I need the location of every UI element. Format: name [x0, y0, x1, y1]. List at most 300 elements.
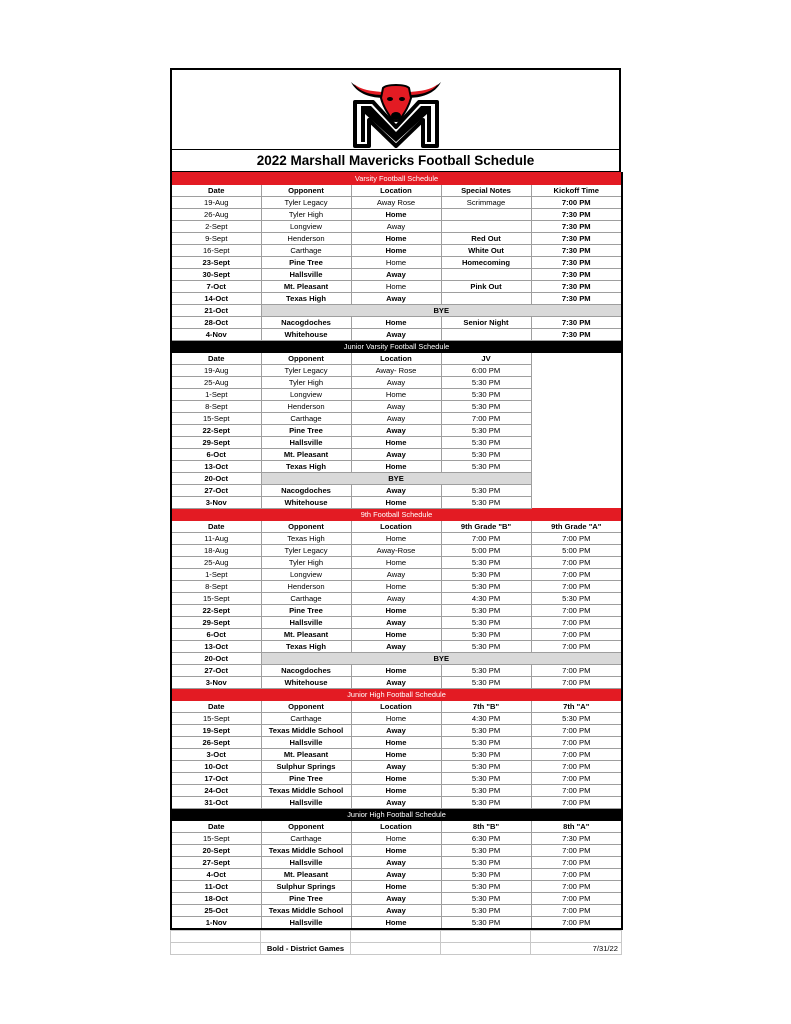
column-header: Opponent: [261, 353, 351, 365]
kickoff-time-cell: 7:00 PM: [531, 761, 622, 773]
kickoff-time-cell: [531, 485, 622, 497]
location-cell: Away: [351, 761, 441, 773]
kickoff-time-cell: 7:30 PM: [531, 221, 622, 233]
date-cell: 21-Oct: [171, 305, 261, 317]
table-row: [171, 497, 622, 509]
opponent-cell: Texas High: [261, 533, 351, 545]
table-row: [171, 641, 622, 653]
notes-or-time-cell: 5:30 PM: [441, 617, 531, 629]
date-cell: 1-Nov: [171, 917, 261, 930]
column-header: 7th "B": [441, 701, 531, 713]
date-cell: 25-Aug: [171, 557, 261, 569]
date-cell: 22-Sept: [171, 605, 261, 617]
column-header: Location: [351, 821, 441, 833]
date-cell: 4-Nov: [171, 329, 261, 341]
kickoff-time-cell: 7:00 PM: [531, 893, 622, 905]
kickoff-time-cell: 7:30 PM: [531, 269, 622, 281]
opponent-cell: Whitehouse: [261, 497, 351, 509]
column-header: Opponent: [261, 185, 351, 197]
footer-table: [170, 930, 622, 955]
schedule-sheet: [170, 68, 621, 955]
notes-or-time-cell: [441, 293, 531, 305]
opponent-cell: Carthage: [261, 713, 351, 725]
opponent-cell: Tyler Legacy: [261, 365, 351, 377]
notes-or-time-cell: 5:30 PM: [441, 665, 531, 677]
opponent-cell: Hallsville: [261, 617, 351, 629]
date-cell: 11-Oct: [171, 881, 261, 893]
opponent-cell: Tyler High: [261, 557, 351, 569]
table-row: [171, 245, 622, 257]
date-cell: 27-Oct: [171, 485, 261, 497]
location-cell: Home: [351, 461, 441, 473]
location-cell: Away: [351, 641, 441, 653]
location-cell: Away: [351, 857, 441, 869]
table-row: [171, 629, 622, 641]
date-cell: 22-Sept: [171, 425, 261, 437]
table-row: [171, 425, 622, 437]
notes-or-time-cell: 5:30 PM: [441, 725, 531, 737]
opponent-cell: Mt. Pleasant: [261, 281, 351, 293]
location-cell: Home: [351, 629, 441, 641]
date-cell: 17-Oct: [171, 773, 261, 785]
date-cell: 29-Sept: [171, 437, 261, 449]
section-header-row: [171, 809, 622, 821]
section-header: Junior High Football Schedule: [171, 689, 622, 701]
date-cell: 6-Oct: [171, 449, 261, 461]
notes-or-time-cell: 5:30 PM: [441, 749, 531, 761]
notes-or-time-cell: 5:30 PM: [441, 857, 531, 869]
kickoff-time-cell: 7:00 PM: [531, 785, 622, 797]
location-cell: Away: [351, 905, 441, 917]
notes-or-time-cell: Senior Night: [441, 317, 531, 329]
kickoff-time-cell: 7:00 PM: [531, 533, 622, 545]
table-row: [171, 233, 622, 245]
date-cell: 31-Oct: [171, 797, 261, 809]
table-row: [171, 653, 622, 665]
date-cell: 11-Aug: [171, 533, 261, 545]
date-cell: 1-Sept: [171, 389, 261, 401]
table-row: [171, 665, 622, 677]
location-cell: Home: [351, 257, 441, 269]
notes-or-time-cell: Red Out: [441, 233, 531, 245]
location-cell: Home: [351, 881, 441, 893]
notes-or-time-cell: [441, 221, 531, 233]
date-cell: 3-Nov: [171, 497, 261, 509]
kickoff-time-cell: 7:00 PM: [531, 197, 622, 209]
location-cell: Away Rose: [351, 197, 441, 209]
notes-or-time-cell: 6:00 PM: [441, 365, 531, 377]
notes-or-time-cell: 7:00 PM: [441, 413, 531, 425]
location-cell: Home: [351, 665, 441, 677]
opponent-cell: Carthage: [261, 245, 351, 257]
location-cell: Home: [351, 209, 441, 221]
notes-or-time-cell: 5:30 PM: [441, 869, 531, 881]
date-cell: 27-Oct: [171, 665, 261, 677]
notes-or-time-cell: 5:30 PM: [441, 905, 531, 917]
column-header: 9th Grade "B": [441, 521, 531, 533]
table-row: [171, 221, 622, 233]
column-header: 9th Grade "A": [531, 521, 622, 533]
kickoff-time-cell: [531, 497, 622, 509]
kickoff-time-cell: [531, 461, 622, 473]
table-row: [171, 269, 622, 281]
opponent-cell: Texas High: [261, 293, 351, 305]
opponent-cell: Pine Tree: [261, 257, 351, 269]
location-cell: Home: [351, 785, 441, 797]
opponent-cell: Carthage: [261, 833, 351, 845]
opponent-cell: Longview: [261, 221, 351, 233]
opponent-cell: Longview: [261, 569, 351, 581]
date-cell: 28-Oct: [171, 317, 261, 329]
table-row: [171, 713, 622, 725]
kickoff-time-cell: 7:00 PM: [531, 917, 622, 930]
revision-date: 7/31/22: [531, 943, 622, 955]
location-cell: Away: [351, 449, 441, 461]
location-cell: Home: [351, 497, 441, 509]
section-header: Junior High Football Schedule: [171, 809, 622, 821]
notes-or-time-cell: 5:30 PM: [441, 881, 531, 893]
opponent-cell: Texas High: [261, 461, 351, 473]
date-cell: 9-Sept: [171, 233, 261, 245]
column-header: Location: [351, 701, 441, 713]
kickoff-time-cell: 7:00 PM: [531, 725, 622, 737]
schedule-table: [170, 172, 623, 930]
table-row: [171, 317, 622, 329]
opponent-cell: Henderson: [261, 401, 351, 413]
kickoff-time-cell: [531, 425, 622, 437]
district-games-note: Bold - District Games: [261, 943, 351, 955]
kickoff-time-cell: 7:00 PM: [531, 677, 622, 689]
notes-or-time-cell: [441, 269, 531, 281]
date-cell: 23-Sept: [171, 257, 261, 269]
location-cell: Home: [351, 557, 441, 569]
column-header-row: [171, 821, 622, 833]
table-row: [171, 449, 622, 461]
table-row: [171, 569, 622, 581]
location-cell: Away: [351, 413, 441, 425]
kickoff-time-cell: 7:00 PM: [531, 569, 622, 581]
notes-or-time-cell: 5:30 PM: [441, 917, 531, 930]
opponent-cell: Tyler High: [261, 377, 351, 389]
opponent-cell: Mt. Pleasant: [261, 449, 351, 461]
table-row: [171, 281, 622, 293]
date-cell: 29-Sept: [171, 617, 261, 629]
opponent-cell: Hallsville: [261, 917, 351, 930]
date-cell: 24-Oct: [171, 785, 261, 797]
opponent-cell: Nacogdoches: [261, 485, 351, 497]
date-cell: 14-Oct: [171, 293, 261, 305]
kickoff-time-cell: 7:00 PM: [531, 905, 622, 917]
opponent-cell: Pine Tree: [261, 773, 351, 785]
kickoff-time-cell: 7:00 PM: [531, 857, 622, 869]
kickoff-time-cell: 7:30 PM: [531, 293, 622, 305]
date-cell: 8-Sept: [171, 401, 261, 413]
kickoff-time-cell: 7:30 PM: [531, 245, 622, 257]
column-header-row: [171, 353, 622, 365]
opponent-cell: Whitehouse: [261, 329, 351, 341]
column-header: Date: [171, 353, 261, 365]
location-cell: Home: [351, 281, 441, 293]
notes-or-time-cell: [441, 329, 531, 341]
location-cell: Home: [351, 749, 441, 761]
opponent-cell: Mt. Pleasant: [261, 749, 351, 761]
date-cell: 20-Sept: [171, 845, 261, 857]
location-cell: Away: [351, 401, 441, 413]
opponent-cell: Texas Middle School: [261, 905, 351, 917]
kickoff-time-cell: 7:00 PM: [531, 581, 622, 593]
notes-or-time-cell: 5:30 PM: [441, 845, 531, 857]
table-row: [171, 749, 622, 761]
opponent-cell: Henderson: [261, 581, 351, 593]
kickoff-time-cell: 7:30 PM: [531, 233, 622, 245]
notes-or-time-cell: 5:30 PM: [441, 629, 531, 641]
kickoff-time-cell: 5:00 PM: [531, 545, 622, 557]
table-row: [171, 533, 622, 545]
table-row: [171, 761, 622, 773]
notes-or-time-cell: 5:30 PM: [441, 581, 531, 593]
table-row: [171, 377, 622, 389]
notes-or-time-cell: Scrimmage: [441, 197, 531, 209]
date-cell: 30-Sept: [171, 269, 261, 281]
opponent-cell: Texas Middle School: [261, 725, 351, 737]
notes-or-time-cell: White Out: [441, 245, 531, 257]
kickoff-time-cell: 7:00 PM: [531, 797, 622, 809]
notes-or-time-cell: 5:30 PM: [441, 437, 531, 449]
kickoff-time-cell: 7:30 PM: [531, 281, 622, 293]
location-cell: Away: [351, 593, 441, 605]
table-row: [171, 293, 622, 305]
bye-cell: BYE: [261, 653, 622, 665]
table-row: [171, 917, 622, 930]
table-row: [171, 845, 622, 857]
column-header: Date: [171, 701, 261, 713]
table-row: [171, 593, 622, 605]
section-header: Junior Varsity Football Schedule: [171, 341, 622, 353]
date-cell: 13-Oct: [171, 641, 261, 653]
notes-or-time-cell: [441, 209, 531, 221]
date-cell: 15-Sept: [171, 713, 261, 725]
location-cell: Home: [351, 737, 441, 749]
table-row: [171, 725, 622, 737]
table-row: [171, 797, 622, 809]
date-cell: 15-Sept: [171, 593, 261, 605]
section-header-row: [171, 689, 622, 701]
date-cell: 19-Aug: [171, 365, 261, 377]
notes-or-time-cell: 5:30 PM: [441, 557, 531, 569]
column-header: 8th "B": [441, 821, 531, 833]
table-row: [171, 545, 622, 557]
date-cell: 10-Oct: [171, 761, 261, 773]
location-cell: Away: [351, 377, 441, 389]
table-row: [171, 401, 622, 413]
notes-or-time-cell: 5:30 PM: [441, 761, 531, 773]
location-cell: Away: [351, 677, 441, 689]
opponent-cell: Texas High: [261, 641, 351, 653]
notes-or-time-cell: 7:00 PM: [441, 533, 531, 545]
column-header: Location: [351, 353, 441, 365]
date-cell: 27-Sept: [171, 857, 261, 869]
location-cell: Home: [351, 773, 441, 785]
kickoff-time-cell: [531, 449, 622, 461]
column-header: Date: [171, 521, 261, 533]
section-header-row: [171, 173, 622, 185]
kickoff-time-cell: 7:00 PM: [531, 845, 622, 857]
column-header: Location: [351, 521, 441, 533]
opponent-cell: Nacogdoches: [261, 317, 351, 329]
kickoff-time-cell: 7:00 PM: [531, 641, 622, 653]
location-cell: Away: [351, 893, 441, 905]
opponent-cell: Pine Tree: [261, 425, 351, 437]
kickoff-time-cell: [531, 401, 622, 413]
kickoff-time-cell: 7:00 PM: [531, 749, 622, 761]
opponent-cell: Nacogdoches: [261, 665, 351, 677]
column-header: [531, 353, 622, 365]
opponent-cell: Tyler Legacy: [261, 197, 351, 209]
notes-or-time-cell: 4:30 PM: [441, 713, 531, 725]
location-cell: Home: [351, 233, 441, 245]
opponent-cell: Pine Tree: [261, 893, 351, 905]
date-cell: 18-Oct: [171, 893, 261, 905]
notes-or-time-cell: 5:30 PM: [441, 677, 531, 689]
notes-or-time-cell: 5:30 PM: [441, 785, 531, 797]
column-header: Location: [351, 185, 441, 197]
location-cell: Away: [351, 221, 441, 233]
opponent-cell: Tyler High: [261, 209, 351, 221]
date-cell: 2-Sept: [171, 221, 261, 233]
location-cell: Home: [351, 605, 441, 617]
date-cell: 18-Aug: [171, 545, 261, 557]
table-row: [171, 557, 622, 569]
notes-or-time-cell: 4:30 PM: [441, 593, 531, 605]
section-header-row: [171, 509, 622, 521]
location-cell: Home: [351, 713, 441, 725]
kickoff-time-cell: 7:00 PM: [531, 629, 622, 641]
date-cell: 15-Sept: [171, 833, 261, 845]
table-row: [171, 365, 622, 377]
opponent-cell: Tyler Legacy: [261, 545, 351, 557]
column-header-row: [171, 185, 622, 197]
kickoff-time-cell: [531, 413, 622, 425]
kickoff-time-cell: 7:30 PM: [531, 317, 622, 329]
table-row: [171, 461, 622, 473]
location-cell: Away: [351, 617, 441, 629]
kickoff-time-cell: 7:00 PM: [531, 737, 622, 749]
table-row: [171, 893, 622, 905]
opponent-cell: Sulphur Springs: [261, 881, 351, 893]
kickoff-time-cell: [531, 365, 622, 377]
date-cell: 20-Oct: [171, 653, 261, 665]
opponent-cell: Hallsville: [261, 797, 351, 809]
column-header-row: [171, 701, 622, 713]
opponent-cell: Longview: [261, 389, 351, 401]
notes-or-time-cell: Pink Out: [441, 281, 531, 293]
table-row: [171, 773, 622, 785]
kickoff-time-cell: [531, 377, 622, 389]
date-cell: 15-Sept: [171, 413, 261, 425]
kickoff-time-cell: 7:30 PM: [531, 833, 622, 845]
table-row: [171, 305, 622, 317]
notes-or-time-cell: 5:30 PM: [441, 401, 531, 413]
date-cell: 25-Oct: [171, 905, 261, 917]
table-row: [171, 473, 622, 485]
notes-or-time-cell: 5:00 PM: [441, 545, 531, 557]
date-cell: 1-Sept: [171, 569, 261, 581]
table-row: [171, 737, 622, 749]
location-cell: Home: [351, 833, 441, 845]
date-cell: 26-Sept: [171, 737, 261, 749]
kickoff-time-cell: 7:30 PM: [531, 209, 622, 221]
table-row: [171, 605, 622, 617]
date-cell: 19-Aug: [171, 197, 261, 209]
opponent-cell: Pine Tree: [261, 605, 351, 617]
table-row: [171, 437, 622, 449]
opponent-cell: Texas Middle School: [261, 845, 351, 857]
opponent-cell: Hallsville: [261, 437, 351, 449]
kickoff-time-cell: 5:30 PM: [531, 593, 622, 605]
location-cell: Home: [351, 245, 441, 257]
notes-or-time-cell: 5:30 PM: [441, 605, 531, 617]
opponent-cell: Carthage: [261, 593, 351, 605]
column-header: 7th "A": [531, 701, 622, 713]
opponent-cell: Mt. Pleasant: [261, 869, 351, 881]
table-row: [171, 197, 622, 209]
location-cell: Away-Rose: [351, 545, 441, 557]
column-header: 8th "A": [531, 821, 622, 833]
kickoff-time-cell: 7:00 PM: [531, 881, 622, 893]
kickoff-time-cell: 7:00 PM: [531, 869, 622, 881]
section-header-row: [171, 341, 622, 353]
opponent-cell: Henderson: [261, 233, 351, 245]
notes-or-time-cell: 5:30 PM: [441, 389, 531, 401]
page-title: 2022 Marshall Mavericks Football Schedule: [170, 150, 621, 172]
date-cell: 25-Aug: [171, 377, 261, 389]
table-row: [171, 617, 622, 629]
opponent-cell: Sulphur Springs: [261, 761, 351, 773]
opponent-cell: Hallsville: [261, 737, 351, 749]
table-row: [171, 677, 622, 689]
notes-or-time-cell: 5:30 PM: [441, 641, 531, 653]
date-cell: 8-Sept: [171, 581, 261, 593]
empty-cell: [531, 473, 622, 485]
kickoff-time-cell: 7:00 PM: [531, 617, 622, 629]
location-cell: Home: [351, 533, 441, 545]
location-cell: Away- Rose: [351, 365, 441, 377]
location-cell: Home: [351, 845, 441, 857]
notes-or-time-cell: 6:30 PM: [441, 833, 531, 845]
table-row: [171, 833, 622, 845]
kickoff-time-cell: 7:00 PM: [531, 557, 622, 569]
location-cell: Away: [351, 329, 441, 341]
section-header: Varsity Football Schedule: [171, 173, 622, 185]
notes-or-time-cell: 5:30 PM: [441, 893, 531, 905]
table-row: [171, 389, 622, 401]
opponent-cell: Carthage: [261, 413, 351, 425]
date-cell: 3-Nov: [171, 677, 261, 689]
notes-or-time-cell: 5:30 PM: [441, 569, 531, 581]
date-cell: 6-Oct: [171, 629, 261, 641]
opponent-cell: Mt. Pleasant: [261, 629, 351, 641]
location-cell: Away: [351, 485, 441, 497]
date-cell: 13-Oct: [171, 461, 261, 473]
date-cell: 16-Sept: [171, 245, 261, 257]
opponent-cell: Hallsville: [261, 269, 351, 281]
kickoff-time-cell: 5:30 PM: [531, 713, 622, 725]
table-row: [171, 905, 622, 917]
kickoff-time-cell: [531, 389, 622, 401]
location-cell: Away: [351, 293, 441, 305]
column-header: JV: [441, 353, 531, 365]
kickoff-time-cell: 7:00 PM: [531, 773, 622, 785]
